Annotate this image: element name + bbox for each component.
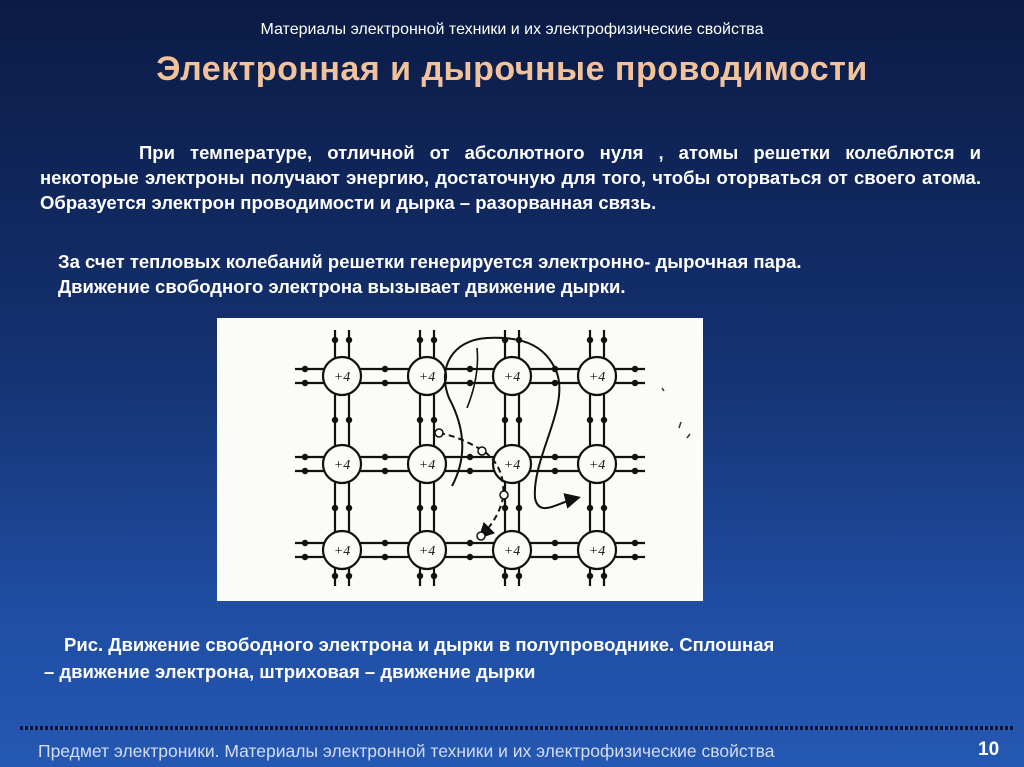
bond-electron [431, 337, 437, 343]
caption-line-2: – движение электрона, штриховая – движение дырки [44, 661, 536, 682]
bond-electron [552, 554, 558, 560]
noise-mark [662, 388, 690, 438]
bond-electron [587, 505, 593, 511]
footer [0, 733, 1024, 767]
bond-electron [552, 454, 558, 460]
lattice-figure [217, 318, 703, 601]
bond-electron [332, 573, 338, 579]
bond-electron [346, 417, 352, 423]
bond-electron [467, 454, 473, 460]
bond-electron [502, 573, 508, 579]
footer-text: Предмет электроники. Материалы электронной техники и их электрофизические свойства [38, 741, 775, 761]
bond-electron [516, 573, 522, 579]
atom-label: +4 [333, 544, 351, 559]
figure-caption [44, 631, 964, 685]
bond-electron [417, 573, 423, 579]
bond-electron [516, 417, 522, 423]
atom-label: +4 [418, 458, 436, 473]
bond-electron [632, 468, 638, 474]
bond-electron [302, 554, 308, 560]
bond-electron [302, 366, 308, 372]
atom-label: +4 [333, 458, 351, 473]
bond-electron [382, 554, 388, 560]
hole-marker [477, 532, 485, 540]
bond-electron [467, 380, 473, 386]
atom-label: +4 [418, 544, 436, 559]
caption-line-1: Рис. Движение свободного электрона и дырки в полупроводнике. Сплошная [64, 634, 775, 655]
atom-label: +4 [588, 458, 606, 473]
bond-electron [467, 554, 473, 560]
electron-path-start [467, 348, 478, 408]
paragraph-electron-motion: Движение свободного электрона вызывает движение дырки. [58, 276, 626, 297]
bond-electron [382, 366, 388, 372]
bond-electron [417, 337, 423, 343]
bond-electron [601, 505, 607, 511]
bond-electron [417, 505, 423, 511]
footer-divider [20, 726, 1014, 730]
bond-electron [417, 417, 423, 423]
bond-electron [302, 468, 308, 474]
page-number: 10 [978, 739, 1000, 760]
bond-electron [431, 505, 437, 511]
atom-label: +4 [503, 370, 521, 385]
bond-electron [382, 380, 388, 386]
bond-electron [332, 337, 338, 343]
bond-electron [632, 380, 638, 386]
bond-electron [632, 554, 638, 560]
paragraph-temperature: При температуре, отличной от абсолютного нуля , атомы решетки колеблются и некоторые электроны получают энергию, достаточную для того, чтобы оторваться от своего атома. Образуется электрон проводимости и дырка – разорванная связь. [40, 142, 981, 213]
atom-label: +4 [503, 458, 521, 473]
bond-electron [346, 505, 352, 511]
atom-label: +4 [418, 370, 436, 385]
bond-electron [587, 417, 593, 423]
bond-electron [302, 380, 308, 386]
bond-electron [502, 505, 508, 511]
hole-marker [478, 447, 486, 455]
bond-electron [587, 337, 593, 343]
bond-electron [632, 366, 638, 372]
lattice-diagram [217, 318, 703, 601]
bond-electron [552, 468, 558, 474]
hole-path [439, 433, 503, 536]
bond-electron [431, 573, 437, 579]
bond-electron [601, 417, 607, 423]
bond-electron [332, 505, 338, 511]
hole-marker [500, 491, 508, 499]
atom-label: +4 [503, 544, 521, 559]
bond-electron [601, 573, 607, 579]
bond-electron [332, 417, 338, 423]
bond-electron [382, 454, 388, 460]
bond-electron [632, 454, 638, 460]
bond-electron [467, 366, 473, 372]
bond-electron [467, 540, 473, 546]
slide-subtitle: Материалы электронной техники и их электрофизические свойства [260, 21, 764, 38]
bond-electron [552, 380, 558, 386]
atom-label: +4 [333, 370, 351, 385]
bond-electron [382, 540, 388, 546]
paragraph-electron-hole-pair: За счет тепловых колебаний решетки генерируется электронно- дырочная пара. [58, 251, 802, 272]
bond-electron [502, 417, 508, 423]
bond-electron [302, 454, 308, 460]
bond-electron [516, 505, 522, 511]
bond-electron [552, 540, 558, 546]
bond-electron [632, 540, 638, 546]
bond-electron [302, 540, 308, 546]
bond-electron [431, 417, 437, 423]
bond-electron [346, 573, 352, 579]
atom-label: +4 [588, 544, 606, 559]
atom-label: +4 [588, 370, 606, 385]
bond-electron [587, 573, 593, 579]
slide-title: Электронная и дырочные проводимости [156, 50, 868, 88]
bond-electron [601, 337, 607, 343]
bond-electron [467, 468, 473, 474]
bond-electron [346, 337, 352, 343]
hole-marker [435, 429, 443, 437]
bond-electron [382, 468, 388, 474]
